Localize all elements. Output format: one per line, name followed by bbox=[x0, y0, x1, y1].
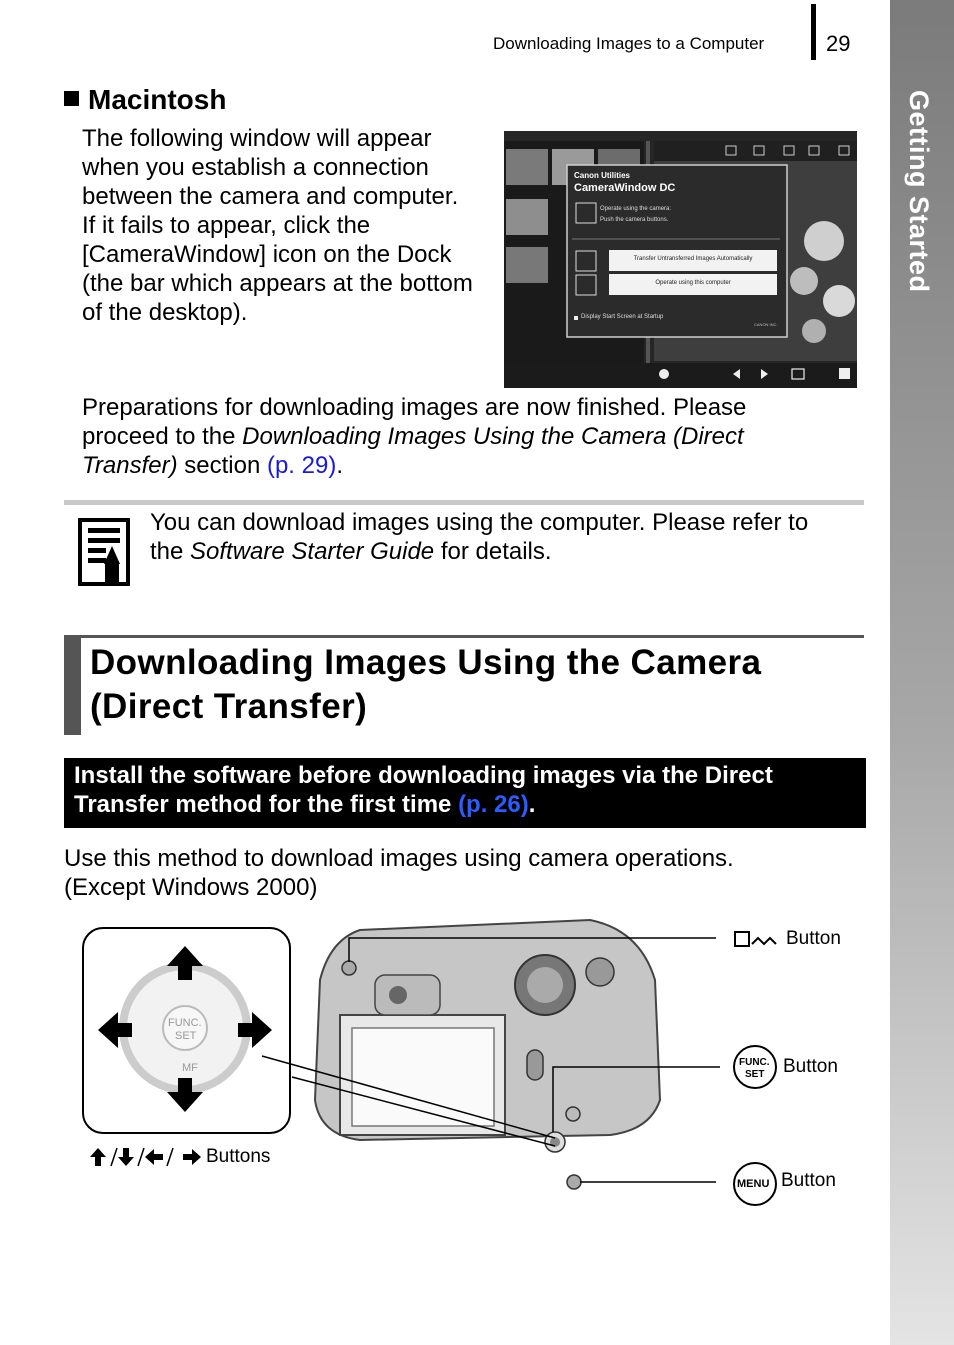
square-bullet-icon bbox=[64, 91, 79, 106]
func-set-center-bottom: SET bbox=[175, 1030, 197, 1042]
page-link-29[interactable]: (p. 29) bbox=[266, 452, 337, 479]
func-set-icon-bottom: SET bbox=[745, 1069, 765, 1080]
running-header: Downloading Images to a Computer bbox=[493, 34, 765, 53]
menu-icon: MENU bbox=[737, 1178, 770, 1190]
camerawindow-screenshot bbox=[504, 131, 857, 388]
arrow-buttons-label: Buttons bbox=[206, 1146, 271, 1167]
print-share-button-label: Button bbox=[786, 928, 841, 949]
dialog-startup-checkbox[interactable]: Display Start Screen at Startup bbox=[581, 314, 664, 320]
macintosh-heading: Macintosh bbox=[64, 84, 226, 116]
page-number: 29 bbox=[826, 31, 851, 56]
dialog-prompt-1: Operate using the camera: bbox=[600, 206, 672, 212]
func-set-button-label: Button bbox=[783, 1056, 838, 1077]
chapter-tab-label: Getting Started bbox=[904, 90, 934, 293]
page-link-26[interactable]: (p. 26) bbox=[458, 791, 529, 818]
header-divider bbox=[811, 4, 816, 60]
preparations-paragraph: Preparations for downloading images are now finished. Please proceed to the Downloading Images Using the Camera (Direct Transfer) section (p. 29). bbox=[82, 394, 747, 479]
method-description: Use this method to download images using camera operations. (Except Windows 2000) bbox=[64, 845, 734, 901]
func-set-center-top: FUNC. bbox=[168, 1017, 202, 1029]
dialog-option-operate-computer[interactable]: Operate using this computer bbox=[655, 280, 731, 286]
note-pencil-icon bbox=[78, 518, 132, 588]
dialog-app-name: CameraWindow DC bbox=[574, 182, 676, 194]
func-set-icon-top: FUNC. bbox=[739, 1057, 770, 1068]
note-text: You can download images using the computer. Please refer to the Software Starter Guide for details. bbox=[150, 509, 809, 565]
dialog-option-auto-transfer[interactable]: Transfer Untransferred Images Automatically bbox=[633, 256, 753, 262]
section-heading: Downloading Images Using the Camera (Direct Transfer) bbox=[90, 643, 762, 726]
dialog-canon-logo: CANON INC. bbox=[754, 322, 778, 327]
macintosh-instructions: The following window will appear when you establish a connection between the camera and computer. If it fails to appear, click the [CameraWindow] icon on the Dock (the bar which appears at the bottom of the desktop). bbox=[82, 125, 473, 326]
mf-label: MF bbox=[182, 1062, 198, 1074]
dialog-prompt-2: Push the camera buttons. bbox=[600, 217, 669, 223]
install-callout-text: Install the software before downloading images via the Direct Transfer method for the first time (p. 26). bbox=[74, 762, 773, 818]
dialog-brand: Canon Utilities bbox=[574, 171, 631, 180]
note-divider bbox=[64, 500, 864, 505]
menu-button-label: Button bbox=[781, 1170, 836, 1191]
section-heading-bar bbox=[64, 635, 81, 735]
